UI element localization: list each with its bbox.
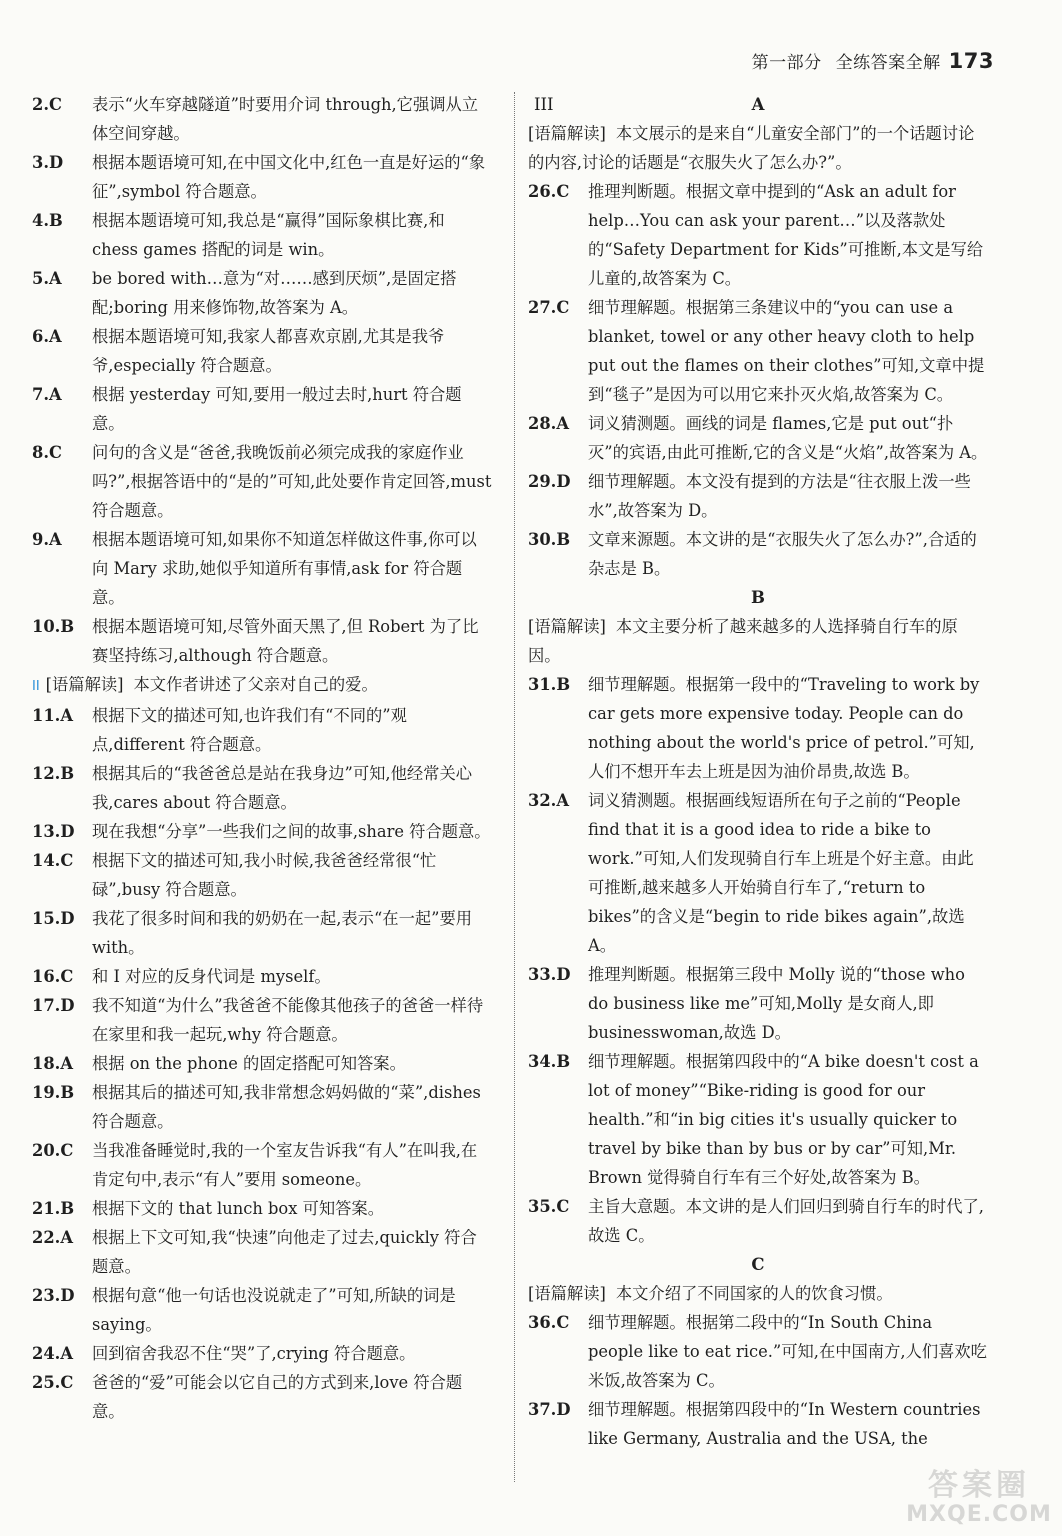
answer-item (528, 1047, 988, 1192)
answer-explanation: 和 I 对应的反身代词是 myself。 (92, 967, 331, 986)
passage-summary (528, 612, 988, 670)
passage-summary (32, 670, 492, 701)
answer-explanation: 根据其后的“我爸爸总是站在我身边”可知,他经常关心我,cares about 符合题意。 (92, 764, 473, 812)
answer-item (32, 759, 492, 817)
summary-tag: [语篇解读] (528, 1284, 606, 1303)
answer-number: 33.D (528, 965, 571, 984)
answer-item (528, 960, 988, 1047)
answer-number: 21.B (32, 1199, 75, 1218)
answer-item (32, 1223, 492, 1281)
answer-item (32, 264, 492, 322)
answer-item (32, 380, 492, 438)
answer-explanation: 文章来源题。本文讲的是“衣服失火了怎么办?”,合适的杂志是 B。 (588, 530, 977, 578)
answer-explanation: 主旨大意题。本文讲的是人们回归到骑自行车的时代了,故选 C。 (588, 1197, 984, 1245)
answer-number: 16.C (32, 967, 74, 986)
answer-number: 14.C (32, 851, 74, 870)
answer-item (32, 846, 492, 904)
header-title: 全练答案全解 (835, 53, 941, 73)
summary-text: 本文作者讲述了父亲对自己的爱。 (133, 675, 378, 694)
roman-numeral: III (534, 95, 554, 114)
answer-explanation: 根据下文的描述可知,我小时候,我爸爸经常很“忙碌”,busy 符合题意。 (92, 851, 437, 899)
watermark-line2: MXQE.COM (906, 1502, 1052, 1527)
roman-numeral: II (32, 679, 40, 694)
answer-item (32, 322, 492, 380)
answer-explanation: 根据下文的 that lunch box 可知答案。 (92, 1199, 384, 1218)
left-column (32, 90, 492, 1426)
answer-item (32, 1049, 492, 1078)
answer-explanation: 我不知道“为什么”我爸爸不能像其他孩子的爸爸一样待在家里和我一起玩,why 符合题意。 (92, 996, 484, 1044)
answer-explanation: 根据 yesterday 可知,要用一般过去时,hurt 符合题意。 (92, 385, 462, 433)
answer-item (528, 525, 988, 583)
answer-number: 23.D (32, 1286, 75, 1305)
answer-explanation: 根据本题语境可知,我总是“赢得”国际象棋比赛,和 chess games 搭配的词是 win。 (92, 211, 445, 259)
answer-explanation: 表示“火车穿越隧道”时要用介词 through,它强调从立体空间穿越。 (92, 95, 479, 143)
answer-number: 2.C (32, 95, 62, 114)
page-header (752, 48, 994, 73)
answer-explanation: 根据上下文可知,我“快速”向他走了过去,quickly 符合题意。 (92, 1228, 477, 1276)
section-label: 第一部分 (751, 53, 822, 73)
answer-item (32, 1136, 492, 1194)
answer-explanation: 细节理解题。根据第一段中的“Traveling to work by car gets more expensive today. People can do nothing about the world's price of petrol.”可知,人们不想开车去上班是因为油价昂贵,故选 B。 (588, 675, 980, 781)
section-heading (528, 1250, 988, 1279)
section-letter: B (751, 588, 765, 607)
answer-number: 4.B (32, 211, 63, 230)
answer-number: 35.C (528, 1197, 570, 1216)
right-column (528, 90, 988, 1453)
section-heading (528, 583, 988, 612)
answer-number: 17.D (32, 996, 75, 1015)
answer-item (32, 206, 492, 264)
answer-number: 10.B (32, 617, 75, 636)
answer-explanation: 问句的含义是“爸爸,我晚饭前必须完成我的家庭作业吗?”,根据答语中的“是的”可知,此处要作肯定回答,must 符合题意。 (92, 443, 492, 520)
answer-number: 20.C (32, 1141, 74, 1160)
answer-item (528, 670, 988, 786)
answer-explanation: be bored with…意为“对……感到厌烦”,是固定搭配;boring 用来修饰物,故答案为 A。 (92, 269, 457, 317)
column-divider (514, 92, 515, 1482)
answer-item (528, 409, 988, 467)
answer-number: 19.B (32, 1083, 75, 1102)
answer-item (32, 148, 492, 206)
answer-number: 37.D (528, 1400, 571, 1419)
answer-number: 13.D (32, 822, 75, 841)
summary-tag: [语篇解读] (45, 675, 124, 694)
page-number: 173 (948, 49, 994, 73)
answer-item (528, 1308, 988, 1395)
answer-explanation: 词义猜测题。根据画线短语所在句子之前的“People find that it is a good idea to ride a bike to work.”可知,人们发现骑自行车上班是个好主意。由此可推断,越来越多人开始骑自行车了,“return to bikes”的含义是“begin to ride bikes again”,故选 A。 (588, 791, 974, 955)
answer-item (32, 962, 492, 991)
answer-explanation: 细节理解题。本文没有提到的方法是“往衣服上泼一些水”,故答案为 D。 (588, 472, 971, 520)
answer-number: 9.A (32, 530, 62, 549)
answer-explanation: 词义猜测题。画线的词是 flames,它是 put out“扑灭”的宾语,由此可推断,它的含义是“火焰”,故答案为 A。 (588, 414, 988, 462)
section-heading (528, 90, 988, 119)
answer-number: 26.C (528, 182, 570, 201)
answer-number: 18.A (32, 1054, 73, 1073)
answer-item (528, 467, 988, 525)
answer-number: 36.C (528, 1313, 570, 1332)
answer-number: 29.D (528, 472, 571, 491)
answer-item (32, 1281, 492, 1339)
answer-explanation: 根据本题语境可知,在中国文化中,红色一直是好运的“象征”,symbol 符合题意。 (92, 153, 486, 201)
answer-explanation: 推理判断题。根据文章中提到的“Ask an adult for help…You can ask your parent…”以及落款处的“Safety Department for Kids”可推断,本文是写给儿童的,故答案为 C。 (588, 182, 984, 288)
answer-number: 7.A (32, 385, 62, 404)
answer-explanation: 细节理解题。根据第二段中的“In South China people like to eat rice.”可知,在中国南方,人们喜欢吃米饭,故答案为 C。 (588, 1313, 987, 1390)
answer-number: 15.D (32, 909, 75, 928)
answer-number: 11.A (32, 706, 73, 725)
answer-item (32, 525, 492, 612)
answer-number: 24.A (32, 1344, 73, 1363)
answer-number: 30.B (528, 530, 571, 549)
summary-tag: [语篇解读] (528, 124, 606, 143)
answer-item (32, 1078, 492, 1136)
answer-item (32, 612, 492, 670)
answer-number: 5.A (32, 269, 62, 288)
answer-explanation: 现在我想“分享”一些我们之间的故事,share 符合题意。 (92, 822, 491, 841)
answer-item (32, 1194, 492, 1223)
answer-number: 12.B (32, 764, 75, 783)
answer-item (32, 438, 492, 525)
answer-explanation: 回到宿舍我忍不住“哭”了,crying 符合题意。 (92, 1344, 416, 1363)
answer-explanation: 根据 on the phone 的固定搭配可知答案。 (92, 1054, 406, 1073)
answer-explanation: 根据其后的描述可知,我非常想念妈妈做的“菜”,dishes 符合题意。 (92, 1083, 481, 1131)
answer-explanation: 细节理解题。根据第四段中的“In Western countries like Germany, Australia and the USA, the (588, 1400, 981, 1448)
answer-item (528, 786, 988, 960)
answer-item (32, 991, 492, 1049)
answer-number: 32.A (528, 791, 569, 810)
answer-number: 6.A (32, 327, 62, 346)
answer-explanation: 推理判断题。根据第三段中 Molly 说的“those who do business like me”可知,Molly 是女商人,即 businesswoman,故选 D。 (588, 965, 965, 1042)
watermark-logo (904, 1470, 1054, 1532)
summary-text: 本文主要分析了越来越多的人选择骑自行车的原因。 (528, 617, 958, 665)
answer-explanation: 根据下文的描述可知,也许我们有“不同的”观点,different 符合题意。 (92, 706, 407, 754)
answer-explanation: 爸爸的“爱”可能会以它自己的方式到来,love 符合题意。 (92, 1373, 463, 1421)
passage-summary (528, 1279, 988, 1308)
answer-item (528, 293, 988, 409)
answer-explanation: 根据句意“他一句话也没说就走了”可知,所缺的词是 saying。 (92, 1286, 456, 1334)
answer-item (32, 90, 492, 148)
summary-text: 本文展示的是来自“儿童安全部门”的一个话题讨论的内容,讨论的话题是“衣服失火了怎么办?”。 (528, 124, 975, 172)
answer-number: 3.D (32, 153, 64, 172)
watermark-line1: 答案圈 (928, 1468, 1030, 1503)
answer-number: 34.B (528, 1052, 571, 1071)
answer-item (528, 1192, 988, 1250)
answer-item (32, 904, 492, 962)
answer-number: 22.A (32, 1228, 73, 1247)
answer-number: 8.C (32, 443, 62, 462)
answer-explanation: 我花了很多时间和我的奶奶在一起,表示“在一起”要用 with。 (92, 909, 473, 957)
answer-explanation: 根据本题语境可知,如果你不知道怎样做这件事,你可以向 Mary 求助,她似乎知道所有事情,ask for 符合题意。 (92, 530, 477, 607)
answer-item (528, 177, 988, 293)
answer-explanation: 根据本题语境可知,我家人都喜欢京剧,尤其是我爷爷,especially 符合题意。 (92, 327, 445, 375)
answer-item (32, 1368, 492, 1426)
answer-explanation: 细节理解题。根据第四段中的“A bike doesn't cost a lot of money”“Bike-riding is good for our health.”和“in big cities it's usually quicker to travel by bike than by bus or by car”可知,Mr. Brown 觉得骑自行车有三个好处,故答案为 B。 (588, 1052, 979, 1187)
summary-text: 本文介绍了不同国家的人的饮食习惯。 (615, 1284, 893, 1303)
passage-summary (528, 119, 988, 177)
answer-item (528, 1395, 988, 1453)
answer-number: 25.C (32, 1373, 74, 1392)
answer-explanation: 当我准备睡觉时,我的一个室友告诉我“有人”在叫我,在肯定句中,表示“有人”要用 someone。 (92, 1141, 478, 1189)
answer-explanation: 细节理解题。根据第三条建议中的“you can use a blanket, towel or any other heavy cloth to help put out the flames on their clothes”可知,文章中提到“毯子”是因为可以用它来扑灭火焰,故答案为 C。 (588, 298, 985, 404)
answer-item (32, 1339, 492, 1368)
answer-item (32, 817, 492, 846)
section-letter: C (751, 1255, 765, 1274)
answer-explanation: 根据本题语境可知,尽管外面天黑了,但 Robert 为了比赛坚持练习,although 符合题意。 (92, 617, 479, 665)
section-letter: A (751, 95, 765, 114)
answer-number: 28.A (528, 414, 569, 433)
answer-number: 27.C (528, 298, 570, 317)
answer-number: 31.B (528, 675, 571, 694)
summary-tag: [语篇解读] (528, 617, 606, 636)
answer-item (32, 701, 492, 759)
